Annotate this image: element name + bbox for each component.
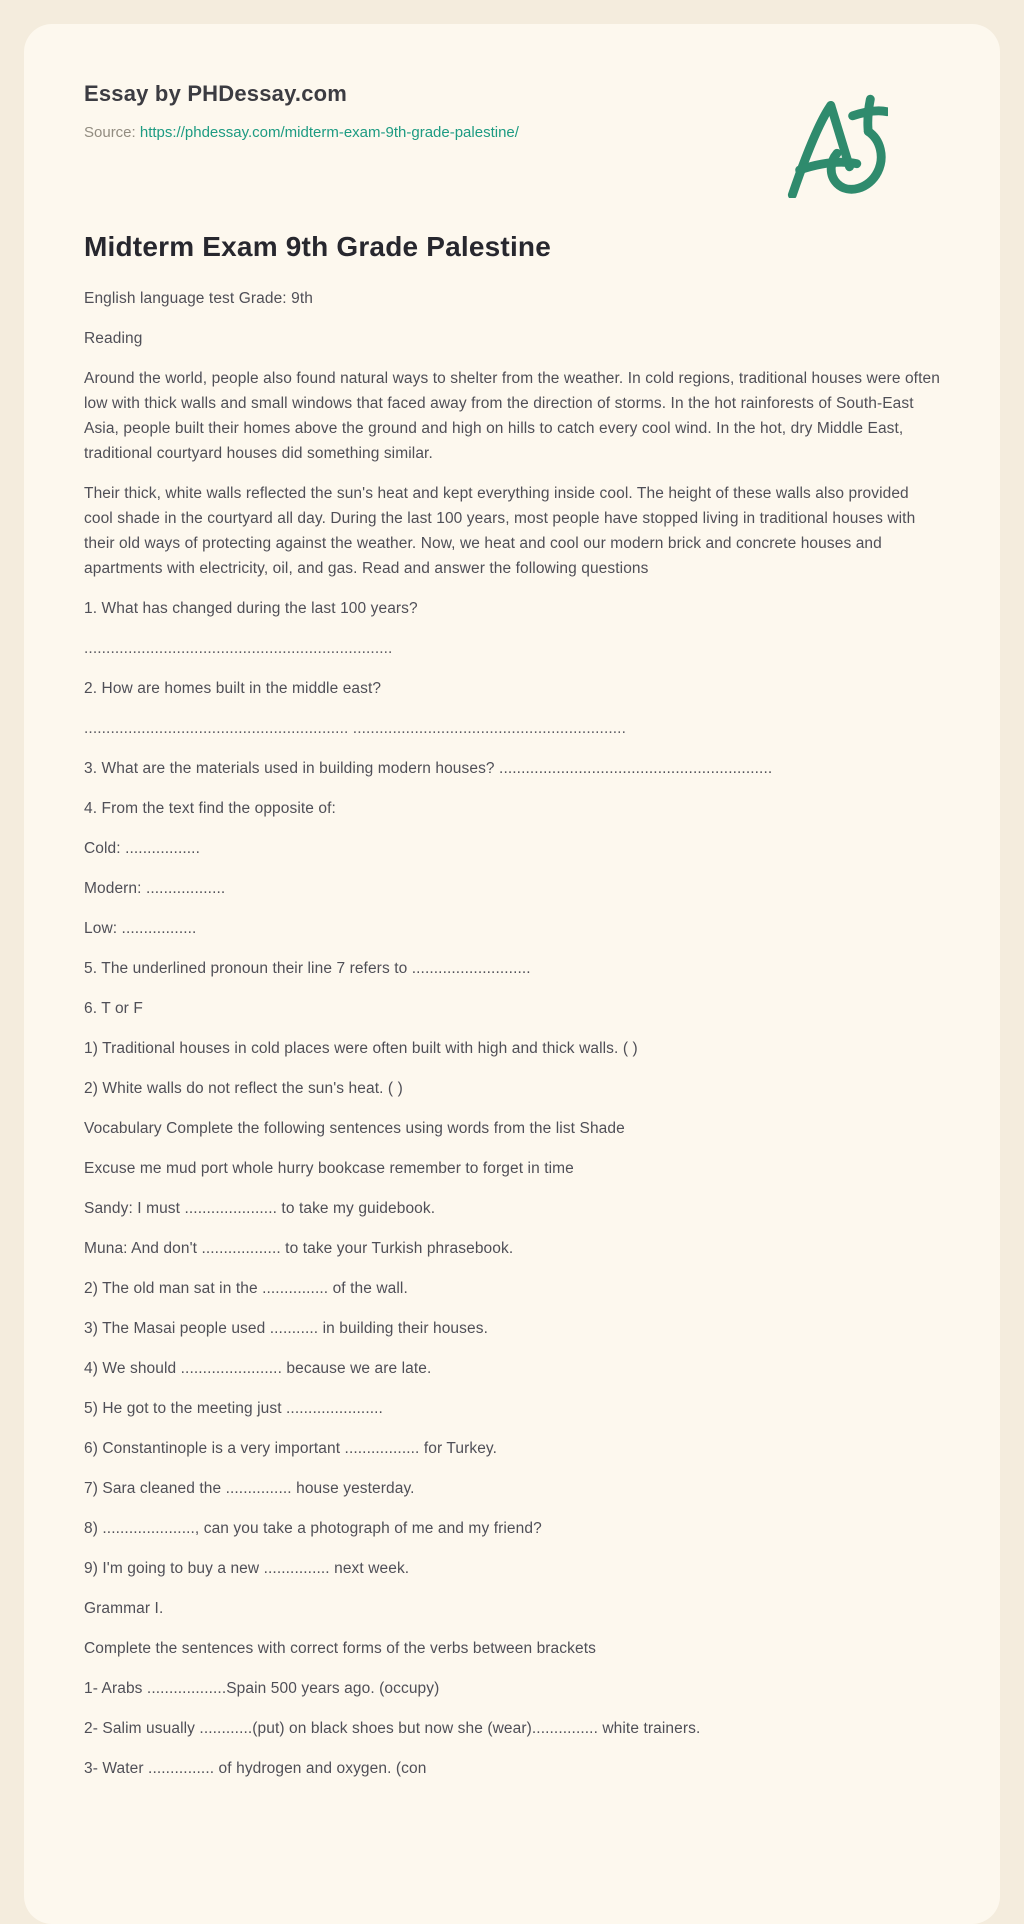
body-line: 2. How are homes built in the middle east? [84, 680, 382, 697]
answer-dots-line: ...................................................................... [84, 640, 393, 657]
body-line: Muna: And don't .................. to take your Turkish phrasebook. [84, 1240, 514, 1257]
body-line: 9) I'm going to buy a new ............... next week. [84, 1560, 410, 1577]
body-line: 7) Sara cleaned the ............... house yesterday. [84, 1480, 415, 1497]
answer-dots-line: ............................................................ .............................................................. [84, 720, 626, 737]
body-line: Low: ................. [84, 920, 197, 937]
body-line: 1. What has changed during the last 100 years? [84, 600, 418, 617]
body-line: Complete the sentences with correct forms of the verbs between brackets [84, 1640, 596, 1657]
body-line: 6) Constantinople is a very important ................. for Turkey. [84, 1440, 498, 1457]
body-line: Modern: .................. [84, 880, 226, 897]
body-line: 5. The underlined pronoun their line 7 refers to ........................... [84, 960, 531, 977]
body-line: English language test Grade: 9th [84, 290, 313, 307]
body-line: 4. From the text find the opposite of: [84, 800, 336, 817]
body-line: 2- Salim usually ............(put) on black shoes but now she (wear)............... white trainers. [84, 1720, 701, 1737]
body-line: 3- Water ............... of hydrogen and oxygen. (con [84, 1760, 427, 1777]
body-line: 8) ....................., can you take a photograph of me and my friend? [84, 1520, 542, 1537]
site-title: Essay by PHDessay.com [84, 81, 348, 106]
body-line: 6. T or F [84, 1000, 143, 1017]
body-line: Vocabulary Complete the following sentences using words from the list Shade [84, 1120, 625, 1137]
body-line: 3. What are the materials used in building modern houses? .............................................................. [84, 760, 773, 777]
body-line: 3) The Masai people used ........... in building their houses. [84, 1320, 488, 1337]
body-line: 5) He got to the meeting just ...................... [84, 1400, 383, 1417]
source-label: Source: [84, 124, 136, 141]
body-line: 2) White walls do not reflect the sun's heat. ( ) [84, 1080, 403, 1097]
essay-card [24, 24, 1000, 1924]
body-line: Reading [84, 330, 143, 347]
body-line: 4) We should ....................... because we are late. [84, 1360, 432, 1377]
page-header [84, 80, 940, 144]
aplus-logo-icon [784, 94, 888, 198]
body-line: Cold: ................. [84, 840, 200, 857]
body-line: 1- Arabs ..................Spain 500 years ago. (occupy) [84, 1680, 440, 1697]
body-line: 2) The old man sat in the ............... of the wall. [84, 1280, 408, 1297]
body-line: Grammar I. [84, 1600, 164, 1617]
document-body [84, 286, 940, 1781]
document-title: Midterm Exam 9th Grade Palestine [84, 231, 552, 262]
body-line: Around the world, people also found natural ways to shelter from the weather. In cold regions, traditional houses were often low with thick walls and small windows that faced away from the direction of storms. In the hot rainforests of South-East Asia, people built their homes above the ground and high on hills to catch every cool wind. In the hot, dry Middle East, traditional courtyard houses did something similar. [84, 370, 940, 462]
body-line: Excuse me mud port whole hurry bookcase remember to forget in time [84, 1160, 574, 1177]
body-line: Sandy: I must ..................... to take my guidebook. [84, 1200, 436, 1217]
body-line: 1) Traditional houses in cold places were often built with high and thick walls. ( ) [84, 1040, 638, 1057]
body-line: Their thick, white walls reflected the sun's heat and kept everything inside cool. The height of these walls also provided cool shade in the courtyard all day. During the last 100 years, most people have stopped living in traditional houses with their old ways of protecting against the weather. Now, we heat and cool our modern brick and concrete houses and apartments with electricity, oil, and gas. Read and answer the following questions [84, 485, 916, 577]
source-link[interactable]: https://phdessay.com/midterm-exam-9th-grade-palestine/ [139, 124, 519, 141]
